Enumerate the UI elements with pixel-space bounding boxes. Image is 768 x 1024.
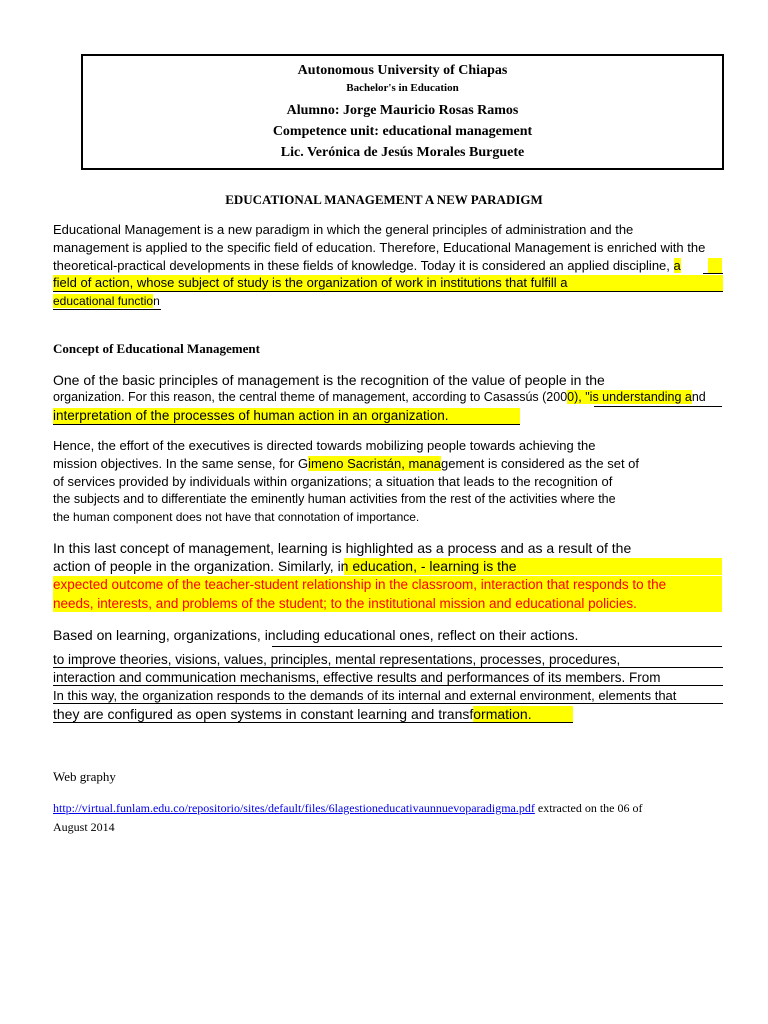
p1-line-4: field of action, whose subject of study is the organization of work in institutions that fulfill a: [53, 275, 568, 290]
p3-line-1: Hence, the effort of the executives is directed towards mobilizing people towards achieving the: [53, 438, 596, 453]
p5-line-5-highlighted: formation.: [469, 706, 532, 722]
degree-name: Bachelor's in Education: [346, 82, 459, 94]
p2-underline-2: [53, 424, 520, 425]
p2-underline-1: [594, 406, 722, 407]
p3-line-2: [53, 456, 729, 471]
p4-line-2-highlighted: y, in education, - learning is the: [323, 558, 517, 574]
p2-line-2-text: organization. For this reason, the central theme of management, according to Casassús (200: [53, 390, 568, 404]
webgraphy-date: August 2014: [53, 820, 115, 834]
p3-highlight-name: imeno Sacristán, mana: [308, 456, 442, 471]
webgraphy-suffix: extracted on the 06 of: [534, 801, 643, 815]
p3-line-5: the human component does not have that connotation of importance.: [53, 510, 420, 524]
p5-underline-3: [53, 685, 723, 686]
student-name: Alumno: Jorge Mauricio Rosas Ramos: [286, 103, 519, 118]
p4-line-1: In this last concept of management, learning is highlighted as a process and as a result of the: [53, 540, 632, 556]
p4-line-3: expected outcome of the teacher-student relationship in the classroom, interaction that responds to the: [53, 577, 667, 592]
p3-line-2-text: mission objectives. In the same sense, for G: [53, 456, 309, 471]
p1-highlight-a: a: [673, 258, 681, 273]
webgraphy-link[interactable]: http://virtual.funlam.edu.co/repositorio/sites/default/files/6lagestioneducativaunnuevoparadigma.pdf: [53, 801, 535, 815]
p2-line-1: One of the basic principles of management is the recognition of the value of people in the: [53, 372, 605, 388]
p2-highlight-quote: 0), "is understanding a: [567, 390, 692, 404]
p1-line-5-tail: n: [153, 294, 160, 308]
p5-line-4: In this way, the organization responds to the demands of its internal and external environment, elements that: [53, 688, 677, 703]
p3-line-3: of services provided by individuals within organizations; a situation that leads to the recognition of: [53, 474, 613, 489]
p4-line-4: needs, interests, and problems of the student; to the institutional mission and educational policies.: [53, 596, 637, 611]
p1-highlight-tail: [708, 258, 722, 274]
p5-line-1: Based on learning, organizations, including educational ones, reflect on their actions.: [53, 627, 579, 643]
p4-line-2: [53, 558, 551, 574]
university-name: Autonomous University of Chiapas: [297, 63, 508, 78]
competence-unit: Competence unit: educational management: [272, 124, 533, 139]
teacher-name: Lic. Verónica de Jesús Morales Burguete: [280, 145, 525, 160]
p1-line-1: Educational Management is a new paradigm in which the general principles of administration and the: [53, 222, 634, 237]
p2-line-2-tail: nd: [691, 390, 706, 404]
p2-line-3: interpretation of the processes of human action in an organization.: [53, 408, 449, 423]
p3-line-4: the subjects and to differentiate the eminently human activities from the rest of the activities where the: [53, 492, 616, 506]
section-heading: Concept of Educational Management: [53, 341, 260, 356]
p5-underline-2: [53, 667, 723, 668]
p1-underline-3: [53, 309, 161, 310]
p5-line-5: [53, 706, 729, 722]
p5-underline-4: [53, 703, 723, 704]
webgraphy-heading: Web graphy: [53, 769, 116, 784]
webgraphy-entry: [53, 801, 729, 816]
p1-underline-1: [703, 273, 723, 274]
p2-line-2: [53, 390, 729, 404]
document-title: EDUCATIONAL MANAGEMENT A NEW PARADIGM: [225, 192, 543, 207]
p4-line-2-text: action of people in the organization. Similarl: [53, 558, 324, 574]
header-box: [81, 54, 724, 170]
p1-line-2: management is applied to the specific field of education. Therefore, Educational Management is enriched with the: [53, 240, 706, 255]
p5-line-5-text: they are configured as open systems in constant learning and trans: [53, 706, 470, 722]
p3-line-2-tail: gement is considered as the set of: [441, 456, 640, 471]
p1-underline-2: [53, 291, 723, 292]
p1-line-5: [53, 294, 729, 308]
p5-line-2: to improve theories, visions, values, principles, mental representations, processes, procedures,: [53, 652, 621, 667]
p1-line-3: [53, 258, 729, 273]
p1-highlight-function: educational functio: [53, 294, 154, 308]
p5-line-3: interaction and communication mechanisms, effective results and performances of its members. From: [53, 670, 661, 685]
p5-underline-1: [272, 646, 722, 647]
p5-underline-5: [53, 722, 573, 723]
p1-line-3-text: theoretical-practical developments in these fields of knowledge. Today it is considered an applied discipline,: [53, 258, 674, 273]
